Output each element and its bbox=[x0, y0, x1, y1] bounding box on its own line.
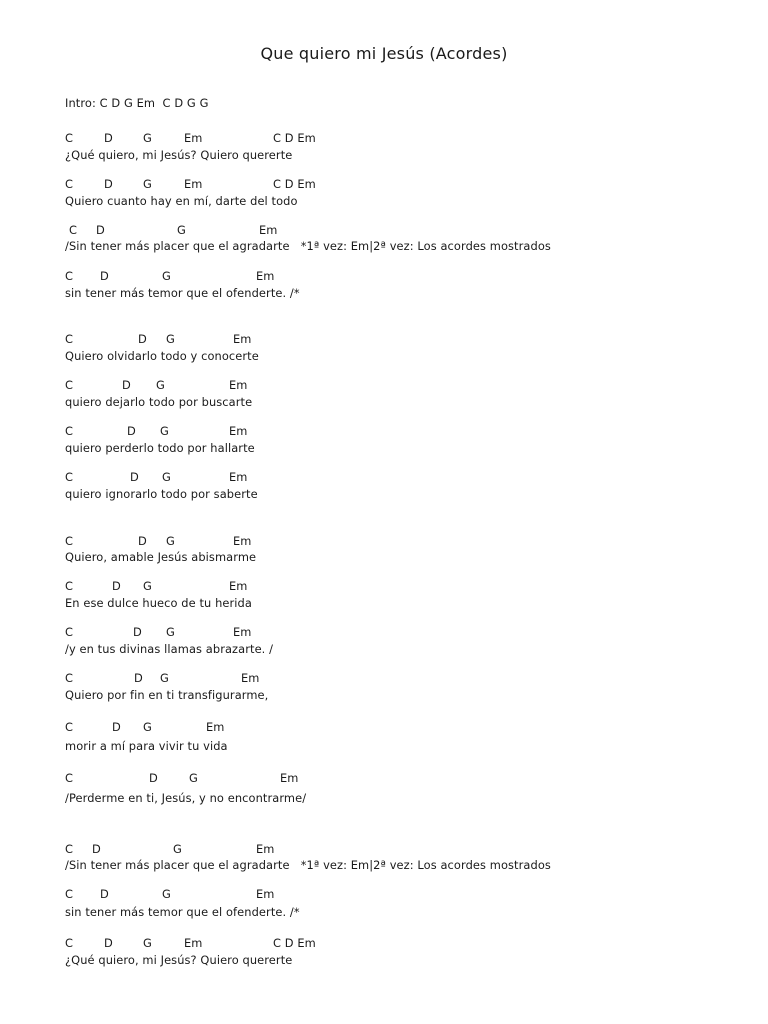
lyric-line: /Sin tener más placer que el agradarte *1ª vez: Em|2ª vez: Los acordes mostrados bbox=[65, 239, 551, 253]
chord-label: G bbox=[166, 332, 175, 346]
chord-label: Em bbox=[229, 424, 248, 438]
chord-label: G bbox=[166, 625, 175, 639]
lyric-line: Quiero cuanto hay en mí, darte del todo bbox=[65, 194, 298, 208]
chord-label: C bbox=[65, 332, 74, 346]
chord-label: G bbox=[173, 842, 182, 856]
chord-label: C bbox=[65, 470, 74, 484]
chord-label: G bbox=[143, 720, 152, 734]
chord-label: C bbox=[65, 625, 74, 639]
chord-label: D bbox=[127, 424, 136, 438]
chord-row bbox=[0, 935, 768, 951]
chord-row bbox=[0, 469, 768, 485]
chord-label: D bbox=[134, 671, 143, 685]
chord-row bbox=[0, 670, 768, 686]
chord-row bbox=[0, 719, 768, 735]
chord-label: C bbox=[69, 223, 78, 237]
chord-label: D bbox=[100, 887, 109, 901]
chord-label: G bbox=[189, 771, 198, 785]
chord-label: D bbox=[104, 131, 113, 145]
chord-label: Em bbox=[233, 625, 252, 639]
lyric-line: /Sin tener más placer que el agradarte *1ª vez: Em|2ª vez: Los acordes mostrados bbox=[65, 858, 551, 872]
lyric-line: ¿Qué quiero, mi Jesús? Quiero quererte bbox=[65, 148, 293, 162]
chord-label: D bbox=[112, 720, 121, 734]
chord-label: D bbox=[130, 470, 139, 484]
chord-label: C bbox=[65, 842, 74, 856]
chord-label: G bbox=[162, 269, 171, 283]
chord-label: G bbox=[143, 579, 152, 593]
lyric-line: En ese dulce hueco de tu herida bbox=[65, 596, 252, 610]
chord-label: D bbox=[112, 579, 121, 593]
chord-label: G bbox=[143, 177, 152, 191]
chord-row bbox=[0, 578, 768, 594]
chord-row bbox=[0, 377, 768, 393]
chord-row bbox=[0, 176, 768, 192]
chord-label: Em bbox=[241, 671, 260, 685]
chord-label: Em bbox=[233, 534, 252, 548]
chord-label: Em bbox=[229, 378, 248, 392]
chord-row bbox=[0, 268, 768, 284]
chord-label: C bbox=[65, 378, 74, 392]
chord-label: C D Em bbox=[273, 131, 316, 145]
chord-label: G bbox=[162, 470, 171, 484]
chord-label: Em bbox=[229, 470, 248, 484]
chord-label: C bbox=[65, 671, 74, 685]
chord-label: C bbox=[65, 269, 74, 283]
chord-label: C bbox=[65, 131, 74, 145]
chord-label: Em bbox=[256, 842, 275, 856]
chord-row bbox=[0, 222, 768, 238]
lyric-line: Quiero, amable Jesús abismarme bbox=[65, 550, 257, 564]
chord-label: C bbox=[65, 771, 74, 785]
chord-label: D bbox=[92, 842, 101, 856]
chord-label: C bbox=[65, 579, 74, 593]
chord-label: G bbox=[177, 223, 186, 237]
lyric-line: quiero dejarlo todo por buscarte bbox=[65, 395, 253, 409]
lyric-line: sin tener más temor que el ofenderte. /* bbox=[65, 905, 300, 919]
chord-label: D bbox=[138, 534, 147, 548]
page-title: Que quiero mi Jesús (Acordes) bbox=[260, 44, 508, 63]
chord-label: C bbox=[65, 534, 74, 548]
chord-label: Em bbox=[184, 936, 203, 950]
chord-label: G bbox=[162, 887, 171, 901]
chord-label: Em bbox=[229, 579, 248, 593]
lyric-line: sin tener más temor que el ofenderte. /* bbox=[65, 286, 300, 300]
chord-row bbox=[0, 624, 768, 640]
chord-label: Em bbox=[259, 223, 278, 237]
chord-label: C bbox=[65, 424, 74, 438]
chord-label: D bbox=[104, 936, 113, 950]
chord-label: C bbox=[65, 887, 74, 901]
chord-label: G bbox=[143, 131, 152, 145]
chord-row bbox=[0, 886, 768, 902]
lyric-line: quiero ignorarlo todo por saberte bbox=[65, 487, 258, 501]
chord-label: C D Em bbox=[273, 936, 316, 950]
chord-label: Em bbox=[184, 131, 203, 145]
chord-label: C bbox=[65, 177, 74, 191]
lyric-line: /Perderme en ti, Jesús, y no encontrarme/ bbox=[65, 791, 307, 805]
chord-label: Em bbox=[256, 269, 275, 283]
chord-row bbox=[0, 841, 768, 857]
chord-label: D bbox=[133, 625, 142, 639]
chord-label: C bbox=[65, 720, 74, 734]
chord-row bbox=[0, 533, 768, 549]
chord-row bbox=[0, 130, 768, 146]
chord-label: G bbox=[143, 936, 152, 950]
chord-label: Em bbox=[184, 177, 203, 191]
chord-label: C D Em bbox=[273, 177, 316, 191]
intro-line: Intro: C D G Em C D G G bbox=[65, 96, 209, 110]
chord-row bbox=[0, 770, 768, 786]
chord-row bbox=[0, 331, 768, 347]
chord-label: C bbox=[65, 936, 74, 950]
chord-label: D bbox=[122, 378, 131, 392]
chord-label: G bbox=[160, 671, 169, 685]
chord-label: D bbox=[96, 223, 105, 237]
chord-label: G bbox=[156, 378, 165, 392]
lyric-line: Quiero por fin en ti transfigurarme, bbox=[65, 688, 269, 702]
lyric-line: Quiero olvidarlo todo y conocerte bbox=[65, 349, 259, 363]
lyric-line: quiero perderlo todo por hallarte bbox=[65, 441, 255, 455]
chord-row bbox=[0, 423, 768, 439]
chord-label: D bbox=[138, 332, 147, 346]
chord-label: D bbox=[104, 177, 113, 191]
chord-label: Em bbox=[206, 720, 225, 734]
lyric-line: morir a mí para vivir tu vida bbox=[65, 739, 228, 753]
chord-label: Em bbox=[233, 332, 252, 346]
chord-label: Em bbox=[280, 771, 299, 785]
lyric-line: /y en tus divinas llamas abrazarte. / bbox=[65, 642, 274, 656]
chord-label: G bbox=[166, 534, 175, 548]
lyric-line: ¿Qué quiero, mi Jesús? Quiero quererte bbox=[65, 953, 293, 967]
chord-label: G bbox=[160, 424, 169, 438]
chord-label: Em bbox=[256, 887, 275, 901]
chord-label: D bbox=[100, 269, 109, 283]
chord-label: D bbox=[149, 771, 158, 785]
